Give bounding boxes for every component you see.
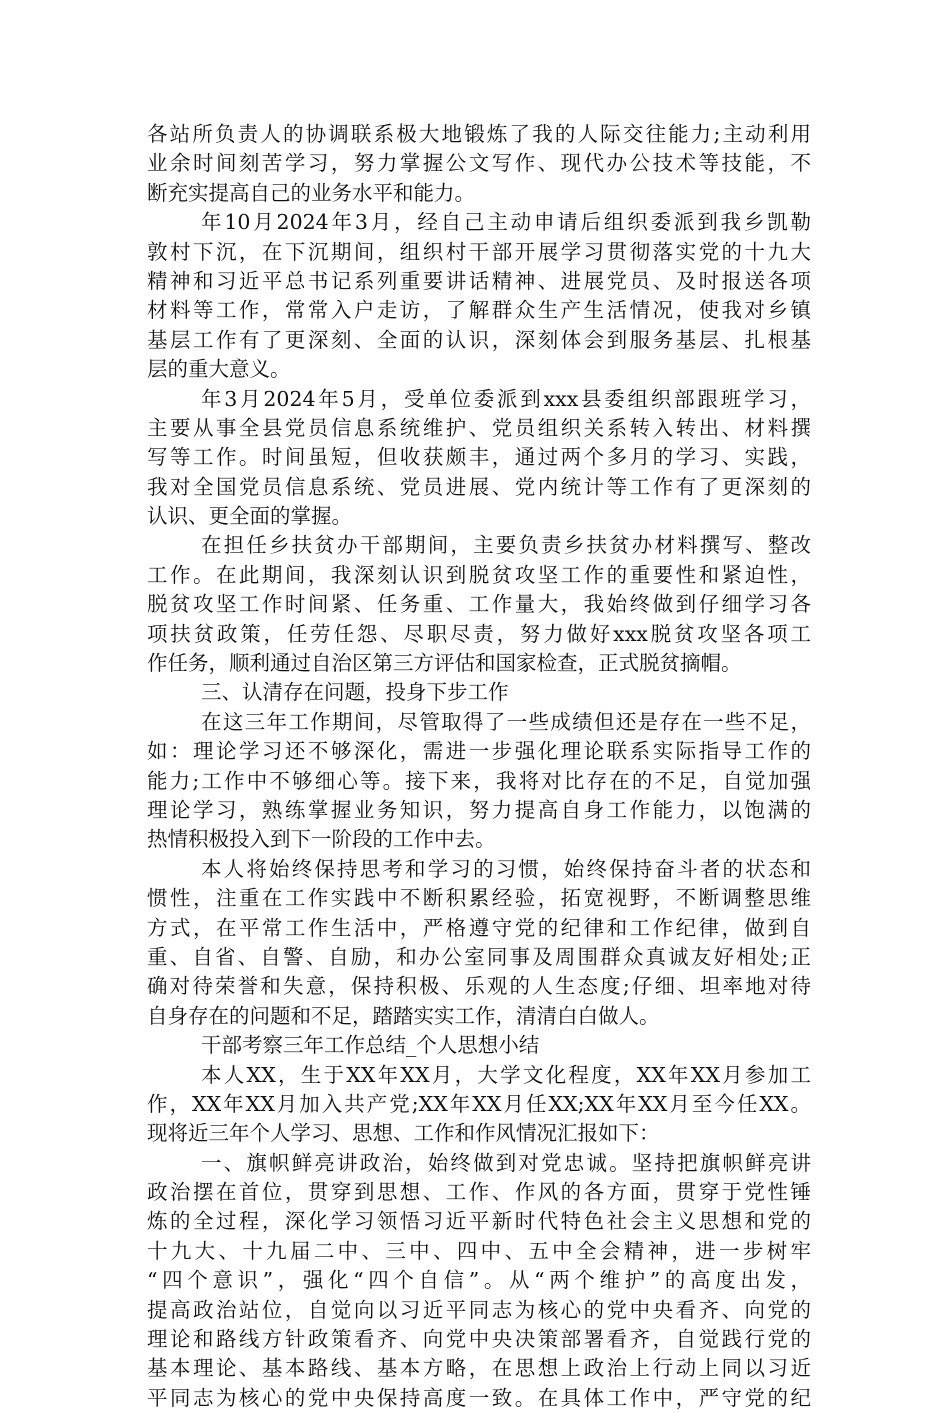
text-line: 基本理论、基本路线、基本方略，在思想上政治上行动上同以习近 (147, 1356, 811, 1381)
text-line: 政治摆在首位，贯穿到思想、工作、作风的各方面，贯穿于党性锤 (147, 1180, 811, 1205)
paragraph-start-line: 本人XX，生于XX年XX月，大学文化程度，XX年XX月参加工 (201, 1062, 811, 1087)
document-title: 干部考察三年工作总结_个人思想小结 (201, 1033, 540, 1058)
text-line: 精神和习近平总书记系列重要讲话精神、进展党员、及时报送各项 (147, 268, 811, 293)
text-line: 平同志为核心的党中央保持高度一致。在具体工作中，严守党的纪 (147, 1385, 811, 1410)
text-line: 惯性，注重在工作实践中不断积累经验，拓宽视野，不断调整思维 (147, 886, 811, 911)
text-line: 理论和路线方针政策看齐、向党中央决策部署看齐，自觉践行党的 (147, 1327, 811, 1352)
text-line: 如：理论学习还不够深化，需进一步强化理论联系实际指导工作的 (147, 739, 811, 764)
text-line: 炼的全过程，深化学习领悟习近平新时代特色社会主义思想和党的 (147, 1209, 811, 1234)
text-line: 写等工作。时间虽短，但收获颇丰，通过两个多月的学习、实践， (147, 445, 811, 470)
text-line: 自身存在的问题和不足，踏踏实实工作，清清白白做人。 (147, 1003, 660, 1028)
text-line: 现将近三年个人学习、思想、工作和作风情况汇报如下： (147, 1121, 660, 1146)
text-line: 重、自省、自警、自励，和办公室同事及周围群众真诚友好相处;正 (147, 944, 811, 969)
paragraph-start-line: 在担任乡扶贫办干部期间，主要负责乡扶贫办材料撰写、整改 (201, 533, 811, 558)
text-line: 作，XX年XX月加入共产党;XX年XX月任XX;XX年XX月至今任XX。 (147, 1091, 811, 1116)
paragraph-start-line: 在这三年工作期间，尽管取得了一些成绩但还是存在一些不足， (201, 709, 811, 734)
text-line: 热情积极投入到下一阶段的工作中去。 (147, 827, 496, 852)
text-line: 方式，在平常工作生活中，严格遵守党的纪律和工作纪律，做到自 (147, 915, 811, 940)
text-line: 理论学习，熟练掌握业务知识，努力提高自身工作能力，以饱满的 (147, 797, 811, 822)
text-line: 基层工作有了更深刻、全面的认识，深刻体会到服务基层、扎根基 (147, 327, 811, 352)
text-line: 认识、更全面的掌握。 (147, 504, 352, 529)
text-line: 确对待荣誉和失意，保持积极、乐观的人生态度;仔细、坦率地对待 (147, 974, 811, 999)
text-line: 脱贫攻坚工作时间紧、任务重、工作量大，我始终做到仔细学习各 (147, 592, 811, 617)
paragraph-start-line: 一、旗帜鲜亮讲政治，始终做到对党忠诚。坚持把旗帜鲜亮讲 (201, 1150, 811, 1175)
text-line: 能力;工作中不够细心等。接下来，我将对比存在的不足，自觉加强 (147, 768, 811, 793)
text-line: “四个意识”，强化“四个自信”。从“两个维护”的高度出发， (147, 1268, 811, 1293)
text-line: 业余时间刻苦学习，努力掌握公文写作、现代办公技术等技能，不 (147, 151, 811, 176)
text-line: 各站所负责人的协调联系极大地锻炼了我的人际交往能力;主动利用 (147, 122, 811, 146)
section-heading: 三、认清存在问题，投身下步工作 (201, 680, 509, 705)
text-line: 提高政治站位，自觉向以习近平同志为核心的党中央看齐、向党的 (147, 1297, 811, 1322)
text-line: 主要从事全县党员信息系统维护、党员组织关系转入转出、材料撰 (147, 415, 811, 440)
text-line: 项扶贫政策，任劳任怨、尽职尽责，努力做好xxx脱贫攻坚各项工 (147, 621, 811, 646)
text-line: 十九大、十九届二中、三中、四中、五中全会精神，进一步树牢 (147, 1238, 811, 1263)
text-line: 敦村下沉，在下沉期间，组织村干部开展学习贯彻落实党的十九大 (147, 239, 811, 264)
text-line: 作任务，顺利通过自治区第三方评估和国家检查，正式脱贫摘帽。 (147, 651, 742, 676)
text-line: 层的重大意义。 (147, 357, 291, 382)
text-line: 断充实提高自己的业务水平和能力。 (147, 180, 475, 205)
text-line: 材料等工作，常常入户走访，了解群众生产生活情况，使我对乡镇 (147, 298, 811, 323)
paragraph-start-line: 本人将始终保持思考和学习的习惯，始终保持奋斗者的状态和 (201, 856, 811, 881)
paragraph-start-line: 年10月2024年3月，经自己主动申请后组织委派到我乡凯勒 (201, 210, 811, 235)
body-text (147, 120, 811, 1413)
text-line: 工作。在此期间，我深刻认识到脱贫攻坚工作的重要性和紧迫性， (147, 562, 811, 587)
text-line: 我对全国党员信息系统、党员进展、党内统计等工作有了更深刻的 (147, 474, 811, 499)
paragraph-start-line: 年3月2024年5月，受单位委派到xxx县委组织部跟班学习， (201, 386, 811, 411)
